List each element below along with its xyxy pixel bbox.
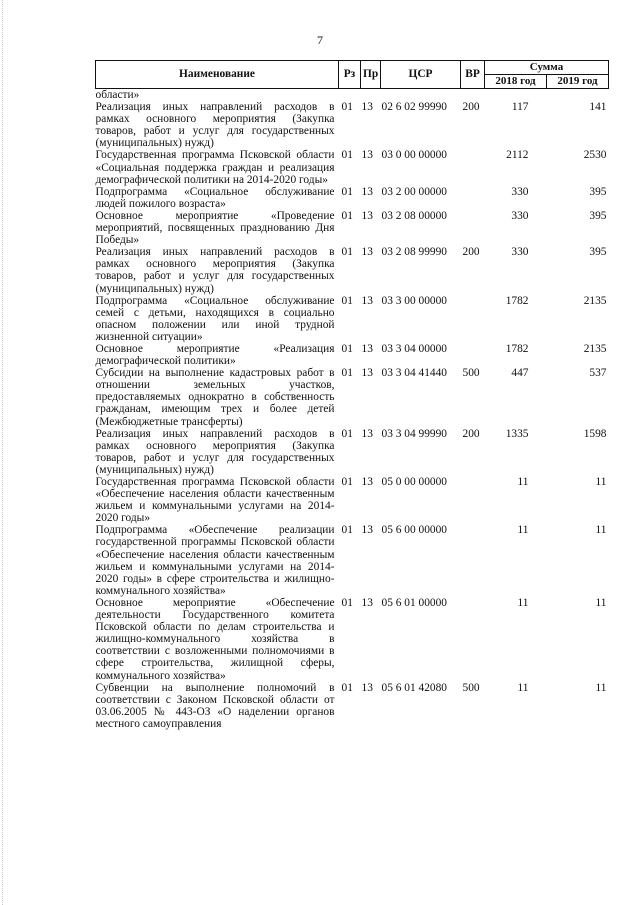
row-pr: 13 <box>361 246 373 259</box>
row-name: Подпрограмма «Обеспечение реализации государственной программы Псковской области «Обеспечение населения области качественным жильем и коммунальными услугами на 2014-2020 годы» в сфере строительства и жилищно-коммунального хозяйства» <box>95 524 335 597</box>
row-sum-2019: 2135 <box>583 294 607 307</box>
row-sum-2019: 11 <box>595 681 607 694</box>
row-csr: 05 0 00 00000 <box>381 476 447 488</box>
header-rz: Рз <box>339 61 361 89</box>
header-year-2018: 2018 год <box>485 75 547 89</box>
row-csr: 03 2 08 99990 <box>381 246 447 259</box>
row-sum-2019: 141 <box>589 101 607 114</box>
row-rz: 01 <box>341 476 353 488</box>
row-sum-2019 <box>547 89 609 102</box>
row-vr <box>461 597 485 682</box>
row-sum-2018 <box>485 89 547 102</box>
row-vr <box>461 210 485 246</box>
row-sum-2019: 11 <box>595 524 607 537</box>
table-header <box>96 61 609 89</box>
row-csr: 03 3 04 41440 <box>381 367 447 380</box>
row-rz: 01 <box>341 681 353 694</box>
header-pr: Пр <box>361 61 381 89</box>
table-row <box>96 186 609 210</box>
row-csr: 05 6 00 00000 <box>381 524 447 537</box>
row-rz <box>339 89 361 102</box>
row-vr: 200 <box>462 427 480 440</box>
table-row <box>96 476 609 524</box>
row-name: Основное мероприятие «Проведение мероприятий, посвященных празднованию Дня Победы» <box>95 209 335 247</box>
table-row <box>96 343 609 367</box>
row-vr: 500 <box>462 367 480 380</box>
row-pr <box>361 89 381 102</box>
row-name: Реализация иных направлений расходов в рамках основного мероприятия (Закупка товаров, работ и услуг для государственных (муниципальных) нужд) <box>95 101 335 150</box>
row-rz: 01 <box>341 596 353 609</box>
row-pr: 13 <box>361 524 373 537</box>
row-sum-2019: 11 <box>595 476 607 488</box>
row-sum-2018: 11 <box>517 596 529 609</box>
row-name: Основное мероприятие «Реализация демографической политики» <box>95 342 335 368</box>
row-name: Субвенции на выполнение полномочий в соответствии с Законом Псковской области от 03.06.2005 № 443-ОЗ «О наделении органов местного самоуправления <box>95 681 335 730</box>
row-pr: 13 <box>361 342 373 355</box>
table-row <box>96 101 609 149</box>
row-vr <box>461 149 485 185</box>
row-sum-2018: 11 <box>517 476 529 488</box>
row-pr: 13 <box>361 476 373 488</box>
row-rz: 01 <box>341 427 353 440</box>
row-csr: 02 6 02 99990 <box>381 101 447 114</box>
row-sum-2019: 395 <box>589 246 607 259</box>
row-sum-2018: 11 <box>517 681 529 694</box>
row-rz: 01 <box>341 185 353 198</box>
row-pr: 13 <box>361 367 373 380</box>
row-name: Реализация иных направлений расходов в рамках основного мероприятия (Закупка товаров, работ и услуг для государственных (муниципальных) нужд) <box>95 246 335 295</box>
table-row <box>96 89 609 102</box>
row-name: Подпрограмма «Социальное обслуживание семей с детьми, находящихся в социально опасном положении или иной трудной жизненной ситуации» <box>95 294 335 343</box>
row-sum-2018: 330 <box>511 185 529 198</box>
row-pr: 13 <box>361 209 373 222</box>
row-vr <box>461 186 485 210</box>
row-sum-2018: 11 <box>517 524 529 537</box>
row-vr <box>461 524 485 597</box>
table-row <box>96 524 609 597</box>
header-sum: Сумма <box>485 61 609 75</box>
row-rz: 01 <box>341 524 353 537</box>
header-csr: ЦСР <box>381 61 461 89</box>
row-pr: 13 <box>361 294 373 307</box>
header-vr: ВР <box>461 61 485 89</box>
table-body <box>96 89 609 730</box>
row-sum-2019: 2135 <box>583 342 607 355</box>
table-row <box>96 682 609 730</box>
row-name: Подпрограмма «Социальное обслуживание людей пожилого возраста» <box>95 185 335 210</box>
row-pr: 13 <box>361 185 373 198</box>
row-sum-2018: 1782 <box>505 294 529 307</box>
row-sum-2019: 395 <box>589 209 607 222</box>
table-row <box>96 210 609 246</box>
row-vr: 500 <box>462 681 480 694</box>
row-rz: 01 <box>341 342 353 355</box>
row-sum-2018: 117 <box>511 101 529 114</box>
row-csr: 03 3 04 99990 <box>381 427 447 440</box>
row-rz: 01 <box>341 149 353 162</box>
row-vr: 200 <box>462 101 480 114</box>
row-sum-2018: 330 <box>511 209 529 222</box>
table-row <box>96 149 609 185</box>
row-name: области» <box>95 89 140 101</box>
scan-edge <box>2 0 4 905</box>
row-vr <box>461 476 485 524</box>
row-csr: 03 2 00 00000 <box>381 185 447 198</box>
row-sum-2019: 537 <box>589 367 607 380</box>
page-number: 7 <box>317 33 323 47</box>
row-sum-2019: 1598 <box>583 427 607 440</box>
row-csr: 03 0 00 00000 <box>381 149 447 162</box>
row-sum-2019: 11 <box>595 596 607 609</box>
row-csr: 03 3 00 00000 <box>381 294 447 307</box>
row-csr: 05 6 01 00000 <box>381 596 447 609</box>
row-name: Реализация иных направлений расходов в рамках основного мероприятия (Закупка товаров, работ и услуг для государственных (муниципальных) нужд) <box>95 427 335 476</box>
table-row <box>96 367 609 427</box>
row-vr: 200 <box>462 246 480 259</box>
row-sum-2018: 2112 <box>506 149 529 162</box>
header-year-2019: 2019 год <box>547 75 609 89</box>
row-csr: 03 2 08 00000 <box>381 209 447 222</box>
row-name: Государственная программа Псковской области «Обеспечение населения области качественным жильем и коммунальными услугами на 2014-2020 годы» <box>95 476 335 525</box>
row-sum-2019: 395 <box>589 185 607 198</box>
budget-table <box>95 60 609 730</box>
row-name: Субсидии на выполнение кадастровых работ в отношении земельных участков, предоставляемых однократно в собственность гражданам, имеющим трех и более детей (Межбюджетные трансферты) <box>95 367 335 428</box>
table-row <box>96 295 609 343</box>
row-name: Основное мероприятие «Обеспечение деятельности Государственного комитета Псковской области по делам строительства и жилищно-коммунального хозяйства в соответствии с возложенными полномочиями в сфере строительства, жилищной сферы, коммунального хозяйства» <box>95 596 335 682</box>
row-pr: 13 <box>361 101 373 114</box>
row-pr: 13 <box>361 596 373 609</box>
row-sum-2018: 1335 <box>505 427 529 440</box>
row-sum-2018: 447 <box>511 367 529 380</box>
table-row <box>96 428 609 476</box>
row-rz: 01 <box>341 367 353 380</box>
row-vr <box>461 343 485 367</box>
row-csr: 05 6 01 42080 <box>381 681 447 694</box>
row-rz: 01 <box>341 246 353 259</box>
row-sum-2019: 2530 <box>583 149 607 162</box>
table-row <box>96 597 609 682</box>
row-rz: 01 <box>341 294 353 307</box>
row-sum-2018: 1782 <box>505 342 529 355</box>
row-name: Государственная программа Псковской области «Социальная поддержка граждан и реализация демографической политики на 2014-2020 годы» <box>95 149 335 186</box>
row-pr: 13 <box>361 149 373 162</box>
header-name: Наименование <box>96 61 339 89</box>
row-csr: 03 3 04 00000 <box>381 342 447 355</box>
row-rz: 01 <box>341 209 353 222</box>
row-rz: 01 <box>341 101 353 114</box>
row-sum-2018: 330 <box>511 246 529 259</box>
row-pr: 13 <box>361 427 373 440</box>
row-csr <box>381 89 461 102</box>
table-row <box>96 246 609 294</box>
row-vr <box>461 89 485 102</box>
row-vr <box>461 295 485 343</box>
row-pr: 13 <box>361 681 373 694</box>
